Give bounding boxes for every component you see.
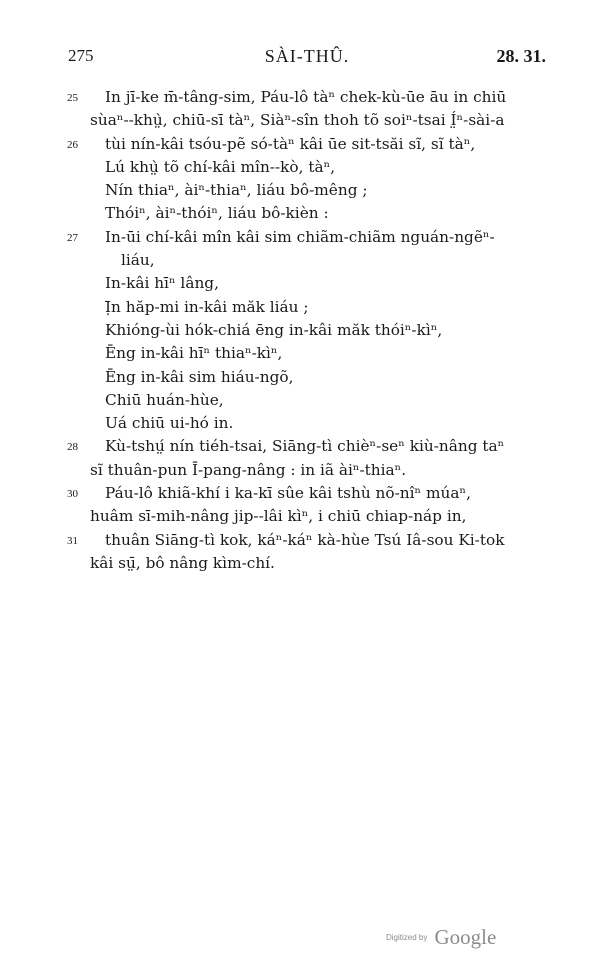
chapter-verse-reference: 28. 31. bbox=[496, 46, 546, 66]
text-line bbox=[60, 389, 550, 412]
line-text: Páu-lô khiã-khí i ka-kī sûe kâi tshù nõ-nîⁿ múaⁿ, bbox=[105, 484, 471, 503]
line-text: thuân Siāng-tì kok, káⁿ-káⁿ kà-hùe Tsú Iâ-sou Ki-tok bbox=[105, 530, 505, 549]
text-line bbox=[60, 86, 550, 109]
text-line bbox=[60, 249, 550, 272]
scripture-text bbox=[60, 86, 550, 575]
text-line bbox=[60, 435, 550, 458]
text-line bbox=[60, 133, 550, 156]
line-text: Uá chiū ui-hó in. bbox=[105, 414, 234, 433]
text-line bbox=[60, 319, 550, 342]
verse-number: 25 bbox=[67, 92, 78, 104]
digitized-by-google-watermark bbox=[386, 925, 496, 950]
text-line bbox=[60, 296, 550, 319]
verse-number: 31 bbox=[67, 534, 78, 547]
line-text: In-ūi chí-kâi mîn kâi sim chiãm-chiãm nguán-ngẽⁿ- bbox=[105, 227, 495, 246]
line-text: huâm sī-mih-nâng jip--lâi kìⁿ, i chiū chiap-náp in, bbox=[90, 507, 467, 526]
line-text: Chiū huán-hùe, bbox=[105, 390, 224, 409]
line-text: Kù-tshṳ́ nín tiéh-tsai, Siāng-tì chièⁿ-seⁿ kiù-nâng taⁿ bbox=[105, 437, 505, 456]
line-text: Ị̄n hăp-mi in-kâi măk liáu ; bbox=[105, 297, 309, 316]
line-text: sĩ thuân-pun Ī-pang-nâng : in iã àiⁿ-thiaⁿ. bbox=[90, 460, 407, 479]
line-text: In jī-ke m̄-tâng-sim, Páu-lô tàⁿ chek-kù-ūe āu in chiū bbox=[105, 88, 507, 106]
text-line bbox=[60, 412, 550, 435]
text-line bbox=[60, 179, 550, 202]
line-text: sùaⁿ--khṳ̀, chiū-sī tàⁿ, Siàⁿ-sîn thoh tõ soiⁿ-tsai Í̤ⁿ-sài-a bbox=[90, 111, 505, 130]
verse-number: 30 bbox=[67, 488, 78, 501]
text-line bbox=[60, 156, 550, 179]
google-logo: Google bbox=[434, 925, 497, 949]
line-text: Khióng-ùi hók-chiá ēng in-kâi măk thóiⁿ-kìⁿ, bbox=[105, 320, 443, 339]
line-text: Thóiⁿ, àiⁿ-thóiⁿ, liáu bô-kièn : bbox=[105, 204, 329, 223]
text-line bbox=[60, 272, 550, 295]
text-line bbox=[60, 342, 550, 365]
watermark-caption: Digitized by bbox=[386, 933, 428, 942]
line-text: kâi sṳ̄, bô nâng kìm-chí. bbox=[90, 553, 275, 572]
text-line bbox=[60, 505, 550, 528]
running-header bbox=[68, 46, 546, 68]
verse-number: 27 bbox=[67, 231, 78, 244]
text-line bbox=[60, 459, 550, 482]
line-text: tùi nín-kâi tsóu-pẽ só-tàⁿ kâi ūe sit-tsăi sĩ, sĩ tàⁿ, bbox=[105, 134, 476, 153]
text-line bbox=[60, 202, 550, 225]
line-text: liáu, bbox=[121, 251, 155, 270]
text-line bbox=[60, 552, 550, 575]
text-line bbox=[60, 482, 550, 505]
text-line bbox=[60, 109, 550, 132]
text-line bbox=[60, 366, 550, 389]
running-title: SÀI-THÛ. bbox=[264, 46, 350, 66]
line-text: In-kâi hīⁿ lâng, bbox=[105, 274, 219, 293]
text-line bbox=[60, 226, 550, 249]
line-text: Ēng in-kâi sim hiáu-ngõ, bbox=[105, 367, 294, 386]
line-text: Nín thiaⁿ, àiⁿ-thiaⁿ, liáu bô-mêng ; bbox=[105, 181, 368, 200]
text-line bbox=[60, 529, 550, 552]
page-number: 275 bbox=[68, 46, 94, 65]
line-text: Lú khṳ̀ tõ chí-kâi mîn--kò, tàⁿ, bbox=[105, 157, 336, 176]
verse-number: 28 bbox=[67, 441, 78, 454]
line-text: Ēng in-kâi hīⁿ thiaⁿ-kìⁿ, bbox=[105, 344, 283, 363]
verse-number: 26 bbox=[67, 138, 78, 151]
